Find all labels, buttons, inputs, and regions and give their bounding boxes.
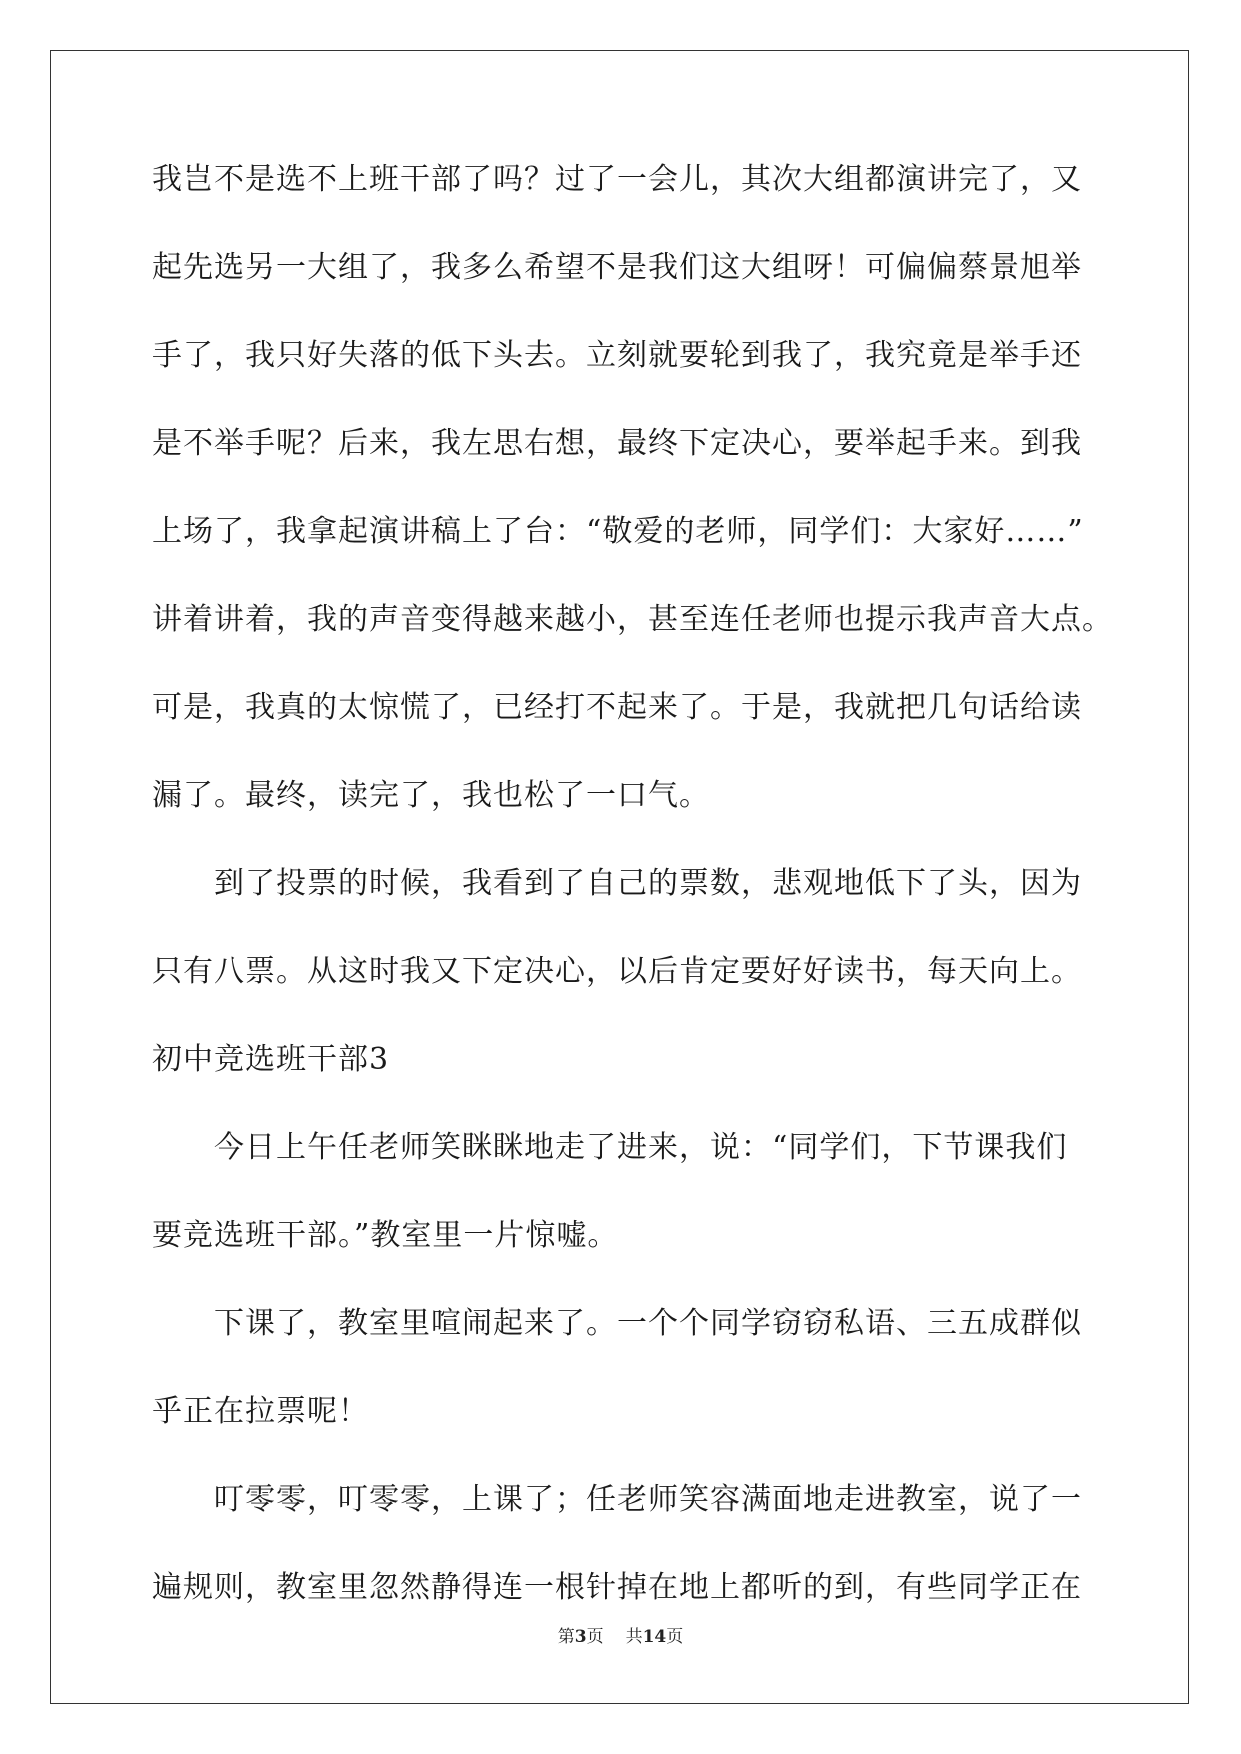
- text-line: 叮零零，叮零零，上课了；任老师笑容满面地走进教室，说了一: [152, 1482, 1082, 1517]
- footer-total-prefix: 共: [625, 1627, 643, 1647]
- text-line: 可是，我真的太惊慌了，已经打不起来了。于是，我就把几句话给读: [152, 690, 1082, 725]
- footer-prefix: 第: [557, 1627, 575, 1647]
- footer-total-unit: 页: [666, 1627, 684, 1647]
- text-line: 是不举手呢？后来，我左思右想，最终下定决心，要举起手来。到我: [152, 426, 1082, 461]
- text-line: 遍规则，教室里忽然静得连一根针掉在地上都听的到，有些同学正在: [152, 1570, 1082, 1605]
- text-line: 今日上午任老师笑眯眯地走了进来，说：“同学们，下节课我们: [152, 1130, 1068, 1165]
- text-line: 上场了，我拿起演讲稿上了台：“敬爱的老师，同学们：大家好……”: [152, 514, 1084, 549]
- text-line: 起先选另一大组了，我多么希望不是我们这大组呀！可偏偏蔡景旭举: [152, 250, 1082, 285]
- document-body: [152, 160, 1113, 1656]
- text-line: 手了，我只好失落的低下头去。立刻就要轮到我了，我究竟是举手还: [152, 338, 1082, 373]
- text-line: 我岂不是选不上班干部了吗？过了一会儿，其次大组都演讲完了，又: [152, 162, 1082, 197]
- section-heading: 初中竞选班干部3: [152, 1042, 390, 1077]
- page-number: 3: [574, 1627, 587, 1647]
- text-line: 乎正在拉票呢！: [152, 1394, 369, 1429]
- text-line: 讲着讲着，我的声音变得越来越小，甚至连任老师也提示我声音大点。: [152, 602, 1113, 637]
- page-footer: [0, 1626, 1241, 1648]
- text-line: 到了投票的时候，我看到了自己的票数，悲观地低下了头，因为: [152, 866, 1082, 901]
- text-line: 漏了。最终，读完了，我也松了一口气。: [152, 778, 710, 813]
- text-line: 下课了，教室里喧闹起来了。一个个同学窃窃私语、三五成群似: [152, 1306, 1082, 1341]
- page-total: 14: [642, 1627, 667, 1647]
- footer-page-unit: 页: [586, 1627, 604, 1647]
- text-line: 要竞选班干部。”教室里一片惊嘘。: [152, 1218, 619, 1253]
- text-line: 只有八票。从这时我又下定决心，以后肯定要好好读书，每天向上。: [152, 954, 1082, 989]
